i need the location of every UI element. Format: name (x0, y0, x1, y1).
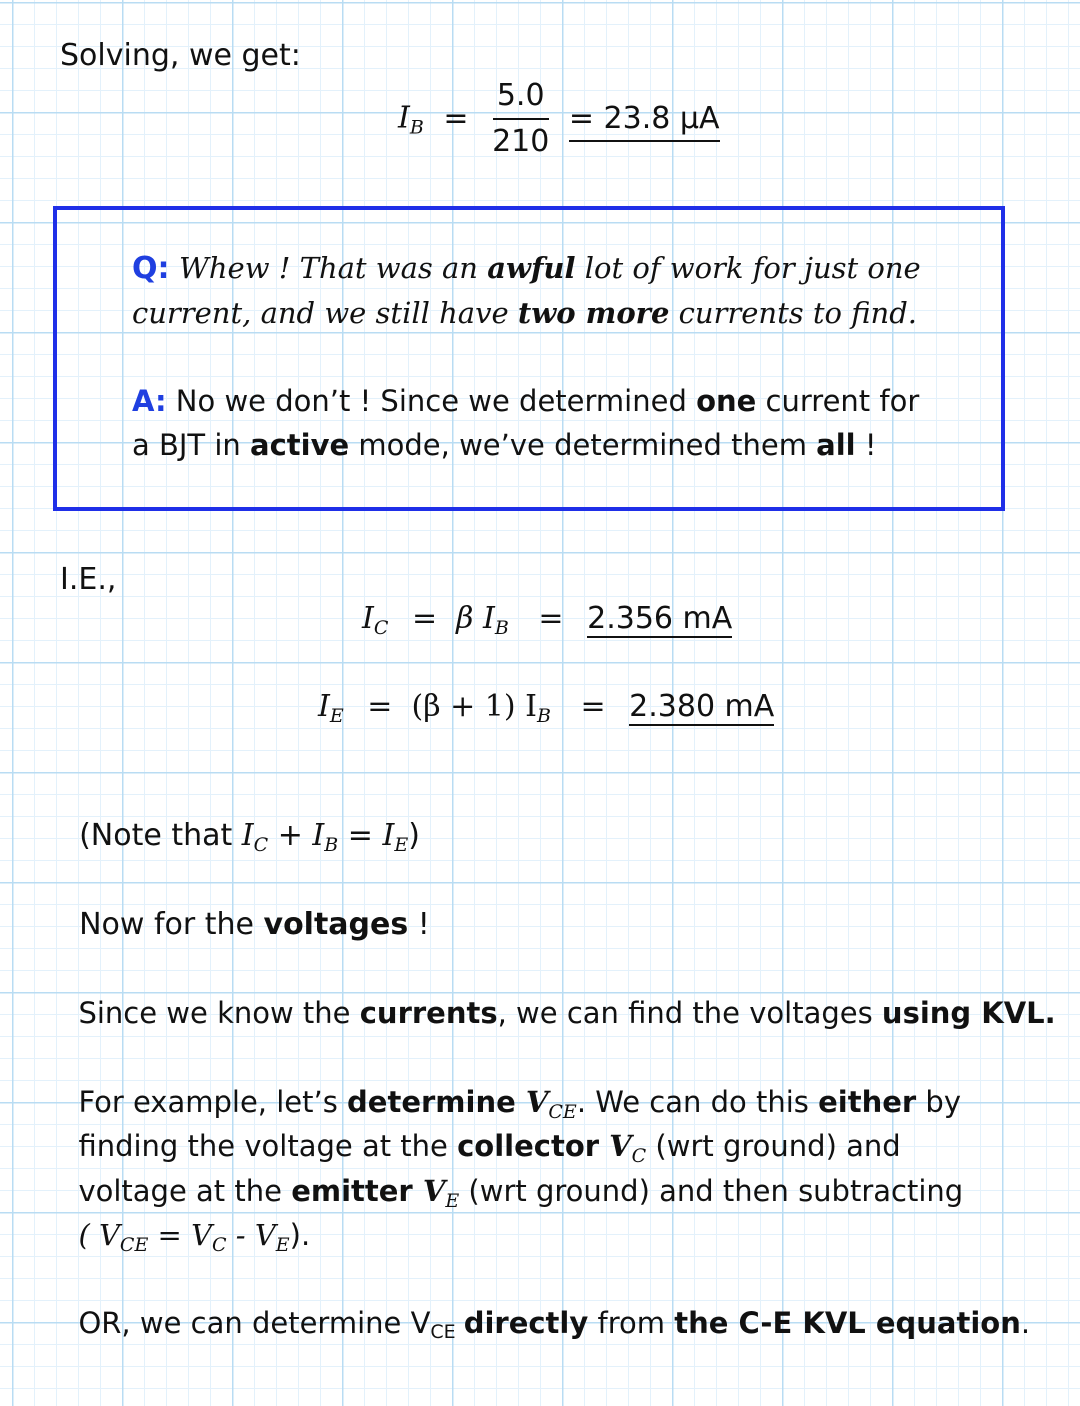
ex-l2c: V (599, 1129, 632, 1163)
note-ib-sub: B (324, 834, 339, 856)
kvl-c: , we can find the voltages (497, 996, 882, 1030)
kvl-d: using KVL. (881, 996, 1056, 1030)
note-ic: I (241, 818, 254, 853)
ic-mid-sub: B (494, 617, 509, 639)
q-line1-a: Whew ! That was an (179, 251, 488, 285)
a-line-1 (132, 383, 919, 419)
ex-l3a: voltage at the (78, 1174, 292, 1208)
ex-l1c-sub: CE (548, 1101, 577, 1123)
ic-lhs-sub: C (373, 617, 389, 639)
ex-l4c-sub: E (275, 1234, 290, 1256)
ex-l4a-sub: CE (119, 1234, 149, 1256)
q-line1-c: lot of work for just one (575, 251, 921, 285)
ib-equation (398, 78, 720, 160)
ie-mid: = (β + 1) I (367, 689, 537, 724)
q-line-2 (132, 295, 917, 332)
ex-l4d: ). (289, 1218, 311, 1252)
ex-l1e: either (818, 1085, 917, 1119)
a-line2-d: all (816, 428, 856, 462)
kvl-a: Since we know the (78, 996, 360, 1030)
a-line2-b: active (250, 428, 350, 462)
ex-l3c-sub: E (445, 1190, 460, 1212)
a-line-2 (132, 427, 876, 463)
ex-l2a: finding the voltage at the (78, 1129, 458, 1163)
ib-numerator: 5.0 (493, 78, 549, 120)
ex-l3b: emitter (291, 1174, 413, 1208)
ex-l2b: collector (457, 1129, 600, 1163)
ie-lhs: I (318, 689, 330, 724)
ic-lhs: I (362, 601, 374, 636)
ie-result: 2.380 mA (629, 689, 775, 724)
note-open: (Note that (79, 818, 242, 853)
ex-l4b: = V (148, 1218, 213, 1252)
note-eq: = (338, 818, 383, 853)
ib-symbol: I (398, 100, 410, 136)
ex-l2d: (wrt ground) and (646, 1129, 901, 1163)
note-ie: I (382, 818, 395, 853)
ib-denominator: 210 (492, 124, 550, 159)
note-ic-sub: C (253, 834, 269, 856)
a-line2-a: a BJT in (132, 428, 251, 462)
q-line2-a: current, and we still have (132, 296, 518, 330)
voltages-text (60, 871, 430, 943)
ex-l4c: - V (226, 1218, 276, 1252)
ic-equation (362, 601, 732, 646)
ex-l2c-sub: C (631, 1145, 647, 1167)
a-line1-b: one (696, 384, 757, 418)
ex-l1d: . We can do this (576, 1085, 819, 1119)
ic-eq2: = (538, 601, 564, 636)
ib-result: = 23.8 μA (569, 101, 720, 142)
ex-l3c: V (412, 1174, 446, 1208)
or-line (60, 1269, 1030, 1350)
ex-l4b-sub: C (212, 1234, 227, 1256)
kvl-text (60, 959, 1056, 1031)
ie-label: I.E., (60, 562, 117, 597)
kvl-b: currents (359, 996, 498, 1030)
intro-text: Solving, we get: (60, 38, 301, 73)
a-line1-c: current for (756, 384, 920, 418)
a-line2-c: mode, we’ve determined them (349, 428, 817, 462)
a-line1-a: No we don’t ! Since we determined (166, 384, 697, 418)
ic-mid: = β I (411, 601, 495, 636)
ic-result: 2.356 mA (587, 601, 733, 636)
ex-l1b: determine (347, 1085, 516, 1119)
voltages-a: Now for the (79, 907, 264, 942)
ie-eq2: = (580, 689, 606, 724)
ib-equals: = (443, 100, 469, 136)
q-line2-c: currents to find. (669, 296, 917, 330)
ex-l1a: For example, let’s (78, 1085, 348, 1119)
or-a: OR, we can determine V (78, 1306, 431, 1340)
q-line2-b: two more (517, 296, 670, 330)
or-e: . (1020, 1306, 1031, 1340)
or-a-sub: CE (430, 1321, 456, 1343)
note-ib: I (312, 818, 325, 853)
voltages-c: ! (408, 907, 430, 942)
note-ie-sub: E (394, 834, 409, 856)
ie-mid-sub: B (536, 705, 551, 727)
ex-l4a: ( V (78, 1218, 120, 1252)
note-plus: + (268, 818, 313, 853)
note-close: ) (408, 818, 420, 853)
q-line1-b: awful (487, 251, 576, 285)
or-c: from (588, 1306, 675, 1340)
example-line-4 (60, 1181, 310, 1263)
ie-equation (318, 689, 774, 734)
ex-l3d: (wrt ground) and then subtracting (459, 1174, 964, 1208)
ie-lhs-sub: E (329, 705, 344, 727)
voltages-b: voltages (263, 907, 409, 942)
ex-l1c: V (515, 1085, 549, 1119)
q-label: Q: (132, 251, 170, 286)
or-b: directly (463, 1306, 589, 1340)
ib-fraction (488, 78, 553, 160)
note-text (60, 782, 420, 863)
or-d: the C-E KVL equation (674, 1306, 1021, 1340)
a-line2-e: ! (855, 428, 877, 462)
ex-l1f: by (916, 1085, 961, 1119)
ib-subscript: B (409, 116, 424, 139)
q-line-1 (132, 250, 921, 287)
a-label: A: (132, 384, 167, 418)
